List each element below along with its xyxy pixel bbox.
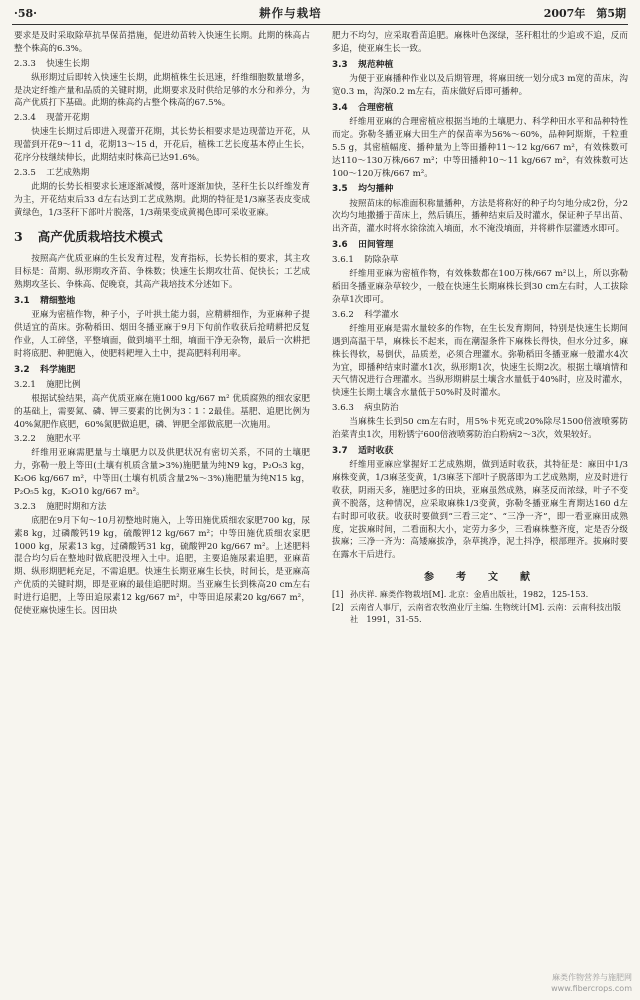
issue-label: 2007年 第5期 <box>543 6 626 20</box>
references-heading: 参 考 文 献 <box>424 572 536 584</box>
paragraph: 纤维用亚麻是需水量较多的作物，在生长发育期间，特别是快速生长期间遇到高温干旱，麻株长不起来，而在潮湿条件下麻株长得快，但水分过多，麻株长得软，易倒伏，品质差，必须合理灌水。弥勒稻田冬播亚麻一般灌水4次为宜，即播种结束时灌水1次，纵形期1次，快速生长期2次。根据土壤墒情和天气情况进行合理灌水。当纵形期耕层土壤含水量低于40%时，应及时灌水，快速生长期土壤含水量低于50%时及时灌水。 <box>332 323 628 399</box>
reference-item: [2] 云南省人事厅，云南省农牧渔业厅主编. 生物统计[M]. 云南：云南科技出版社 1991，31-55. <box>332 601 621 624</box>
paragraph: 按照苗床的标准面积称量播种，方法是将称好的种子均匀地分成2份，分2次均匀地撒播于苗床上，然后镇压，播种结束后及时灌水，保证种子早出苗、出齐苗，灌水时将水徐徐流入墒面，水不淹没墒面，并将耕作层灌透水即可。 <box>332 198 628 235</box>
watermark: 麻类作物营养与施肥网 www.fibercrops.com <box>551 973 632 993</box>
subsection-heading: 2.3.5 工艺成熟期 <box>14 167 90 178</box>
section-heading: 3.5 均匀播种 <box>332 184 394 195</box>
running-header <box>14 4 626 22</box>
section-heading: 3.7 适时收获 <box>332 445 394 456</box>
section-heading: 3.1 精细整地 <box>14 295 76 306</box>
paragraph: 纤维用亚麻需肥量与土壤肥力以及供肥状况有密切关系，不同的土壤肥力，弥勒一般上等田(土壤有机质含量>3%)施肥量为纯N9 kg，P₂O₅3 kg，K₂O6 kg/667 m²，中等田(土壤有机质含量2%～3%)施肥量为纯N15 kg，P₂O₅5 kg，K₂O10 kg/667 m²。 <box>14 448 310 497</box>
section-heading: 3.6 田间管理 <box>332 240 394 251</box>
paragraph: 纤维用亚麻为密植作物，有效株数都在100万株/667 m²以上，所以弥勒稻田冬播亚麻杂草较少，一般在快速生长期麻株长到30 cm左右时，人工拔除杂草1次即可。 <box>332 269 628 306</box>
section-heading: 3.2 科学施肥 <box>14 364 76 375</box>
paragraph: 纤维用亚麻应掌握好工艺成熟期，做到适时收获，其特征是：麻田中1/3麻株变黄，1/3麻茎变黄，1/3麻茎下部叶子脱落即为工艺成熟期，应及时进行收获，阴雨天多，施肥过多的田块，亚麻虽然成熟，麻茎反而浓绿，叶子不变黄不脱落，这种情况，应采取麻株1/3变黄，弥勒冬播亚麻生育期达160 d左右时即可收获。收获时要做到“三看三定”、“三净一齐”，即一看亚麻田成熟度，定拔麻时间，二看面积大小，定劳力多少，三看麻株整齐度，定是否分级拔麻；三净一齐为：高矮麻拔净，杂草挑净，泥土抖净，根部理齐。拔麻时要在露水干后进行。 <box>332 460 628 561</box>
section-heading: 3.4 合理密植 <box>332 102 394 113</box>
subsection-heading: 3.6.3 病虫防治 <box>332 403 399 414</box>
subsection-heading: 2.3.3 快速生长期 <box>14 58 90 69</box>
right-column <box>332 30 628 625</box>
paragraph: 要求是及时采取除草抗旱保苗措施，促进幼苗转入快速生长期。此期的株高占整个株高的6.3%。 <box>14 31 310 54</box>
subsection-heading: 3.6.2 科学灌水 <box>332 310 399 320</box>
paragraph: 纤维用亚麻的合理密植应根据当地的土壤肥力、科学种田水平和品种特性而定。弥勒冬播亚麻大田生产的保苗率为56%～60%，品种阿斯斯，千粒重5.5 g，其密植幅度、播种量为上等田播种11～12 kg/667 m²，有效株数可达110～130万株/667 m²；中等田播种10～11 kg/667 m²，有效株数可达100～120万株/667 m²。 <box>332 116 628 179</box>
paragraph: 底肥在9月下旬～10月初整地时施入，上等田施优质细农家肥700 kg，尿素8 kg，过磷酸钙19 kg，硫酸钾12 kg/667 m²；中等田施优质细农家肥1000 kg，尿素13 kg，过磷酸钙31 kg，硫酸钾20 kg/667 m²。上述肥料混合均匀后在整地时做底肥没埋入土中。追肥，主要追施尿素追肥，亚麻苗期、纵形期肥耗充足，不需追肥。快速生长期亚麻生长快，时间长，是亚麻高产优质的关键时期，即是亚麻的最佳追肥时期。当亚麻生长到株高20 cm左右时进行追肥，上等田追尿素12 kg/667 m²，中等田追尿素20 kg/667 m²，促使亚麻快速生长。因田块 <box>14 515 310 616</box>
paragraph: 当麻株生长到50 cm左右时，用5%卡死克或20%除尽1500倍液喷雾防治菜青虫1次，用粉锈宁600倍液喷雾防治白粉病2～3次，效果较好。 <box>332 417 628 441</box>
subsection-heading: 3.2.3 施肥时期和方法 <box>14 501 107 512</box>
paragraph: 快速生长期过后即进入现蕾开花期，其长势长相要求是边现蕾边开花，从现蕾到开花9～11 d，花期13～15 d，开花后，植株工艺长度基本停止生长，花序分枝继续伸长，此期结束时株高已达91.6%。 <box>14 127 310 164</box>
section-heading: 3.3 规范种植 <box>332 59 394 70</box>
subsection-heading: 3.2.2 施肥水平 <box>14 434 81 445</box>
paragraph: 此期的长势长相要求长速逐渐减慢，落叶逐渐加快，茎秆生长以纤维发育为主，开花结束后33 d左右达到工艺成熟期。此期的特征是1/3麻茎表皮变成黄绿色，1/3茎秆下部叶片脱落，1/3蒴果变成黄褐色即可采收亚麻。 <box>14 181 310 218</box>
paragraph: 纵形期过后即转入快速生长期，此期植株生长迅速，纤维细胞数量增多，是决定纤维产量和品质的关键时期，此期要求及时供给足够的水分和养分，为高产优质打下基础。此期的株高约占整个株高的67.5%。 <box>14 72 310 109</box>
paragraph: 肥力不均匀，应采取看苗追肥。麻株叶色深绿，茎秆粗壮的少追或不追，反而多追，使亚麻生长一致。 <box>332 31 628 54</box>
left-column <box>14 30 310 618</box>
subsection-heading: 2.3.4 现蕾开花期 <box>14 113 90 124</box>
journal-title: 耕作与栽培 <box>259 5 322 20</box>
header-rule <box>12 24 628 25</box>
section-heading: 3 高产优质栽培技术模式 <box>14 229 163 245</box>
paragraph: 亚麻为密植作物，种子小，子叶拱土能力弱，应精耕细作，为亚麻种子提供适宜的苗床。弥勒稻田、烟田冬播亚麻于9月下旬前作收获后抢晴耕把反复作业，人工碎垡，平整墒面，做到墒平土细，墒面干净无杂物，最后一次耕把时将底肥、种肥施入，使肥料耙埋入土中，提高肥料利用率。 <box>14 310 310 359</box>
subsection-heading: 3.2.1 施肥比例 <box>14 379 81 390</box>
paragraph: 按照高产优质亚麻的生长发育过程，发育指标，长势长相的要求，其主攻目标是：苗期、纵形期攻齐苗、争株数；快速生长期攻壮苗、促快长；工艺成熟期攻茎长、争株高、促晚衰，其高产栽培技术分述如下。 <box>14 254 310 290</box>
reference-item: [1] 孙庆祥. 麻类作物栽培[M]. 北京：金盾出版社，1982，125-153. <box>332 589 589 600</box>
page-number: ·58· <box>14 6 37 20</box>
paragraph: 为便于亚麻播种作业以及后期管理，将麻田统一划分成3 m宽的苗床，沟宽0.3 m，沟深0.2 m左右，苗床做好后即可播种。 <box>332 73 628 97</box>
subsection-heading: 3.6.1 防除杂草 <box>332 255 399 266</box>
paragraph: 根据试验结果，高产优质亚麻在施1000 kg/667 m² 优质腐熟的细农家肥的基础上，需要氮、磷、钾三要素的比例为3∶1∶2最佳。基肥、追肥比例为40%氮肥作底肥，60%氮肥做追肥，磷、钾肥全部做底肥一次施用。 <box>14 393 310 430</box>
